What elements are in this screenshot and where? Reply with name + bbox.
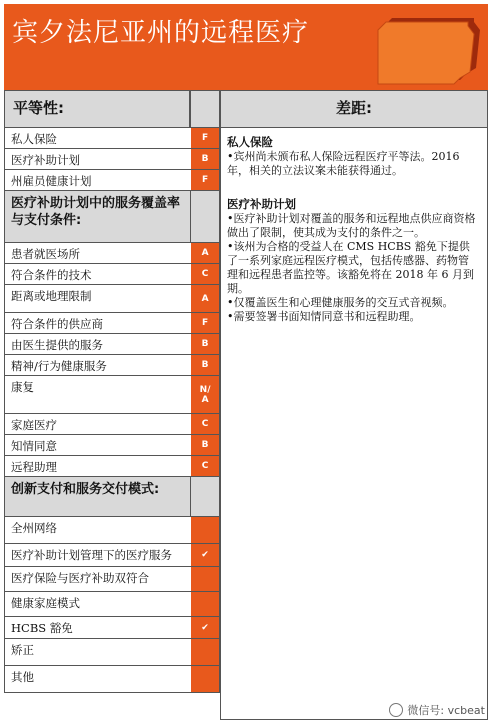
- parity-row: [4, 170, 220, 191]
- grade-badge: [190, 592, 220, 616]
- checkmark-icon: ✔: [190, 544, 220, 566]
- parity-row: [4, 264, 220, 285]
- parity-row: [4, 128, 220, 149]
- wechat-watermark: [389, 702, 485, 718]
- grade-badge: C: [190, 264, 220, 284]
- grade-badge: F: [190, 313, 220, 333]
- parity-row: [4, 456, 220, 477]
- row-label: 远程助理: [11, 460, 57, 474]
- wechat-icon: [389, 703, 403, 717]
- pennsylvania-map-icon: [370, 16, 482, 88]
- section-title: 医疗补助计划中的服务覆盖率与支付条件:: [5, 191, 190, 242]
- grade-badge: A: [190, 285, 220, 312]
- grade-header: [190, 90, 220, 128]
- section-header-row: [4, 191, 220, 243]
- row-label: 州雇员健康计划: [11, 174, 92, 188]
- grade-badge: [190, 567, 220, 591]
- parity-row: [4, 567, 220, 592]
- grade-badge: F: [190, 128, 220, 148]
- parity-row: [4, 517, 220, 544]
- gaps-panel: [220, 128, 488, 720]
- row-label: 符合条件的供应商: [11, 317, 103, 331]
- section-title: 创新支付和服务交付模式:: [5, 477, 190, 516]
- row-label: 由医生提供的服务: [11, 338, 103, 352]
- row-label: 距离或地理限制: [11, 289, 92, 303]
- parity-header: 平等性:: [4, 90, 190, 128]
- section-grade-spacer: [190, 191, 220, 242]
- gap-bullet: •需要签署书面知情同意书和远程助理。: [227, 310, 421, 323]
- grade-badge: [190, 517, 220, 543]
- parity-row: [4, 666, 220, 693]
- row-label: 健康家庭模式: [11, 596, 80, 610]
- watermark-text: 微信号: vcbeat: [407, 704, 485, 717]
- row-label: 医疗保险与医疗补助双符合: [11, 571, 149, 585]
- parity-row: [4, 435, 220, 456]
- parity-row: [4, 285, 220, 313]
- gap-heading-private: 私人保险: [227, 135, 273, 149]
- parity-row: [4, 313, 220, 334]
- row-label: 矫正: [11, 643, 34, 657]
- row-label: 家庭医疗: [11, 418, 57, 432]
- grade-badge: A: [190, 243, 220, 263]
- parity-row: [4, 376, 220, 414]
- gaps-header: 差距:: [220, 90, 488, 128]
- parity-row: [4, 592, 220, 617]
- parity-row: [4, 639, 220, 666]
- grade-badge: C: [190, 456, 220, 476]
- grade-badge: [190, 666, 220, 692]
- grade-badge: B: [190, 334, 220, 354]
- header-banner: [4, 4, 488, 90]
- gap-bullet: •该州为合格的受益人在 CMS HCBS 豁免下提供了一系列家庭远程医疗模式，包括传感器、药物管理和远程患者监控等。该豁免将在 2018 年 6 月到期。: [227, 240, 474, 295]
- row-label: 医疗补助计划管理下的医疗服务: [11, 548, 172, 562]
- section-header-row: [4, 477, 220, 517]
- row-label: 符合条件的技术: [11, 268, 92, 282]
- parity-row: [4, 414, 220, 435]
- parity-row: [4, 149, 220, 170]
- grade-badge: B: [190, 149, 220, 169]
- checkmark-icon: ✔: [190, 617, 220, 638]
- row-label: 康复: [11, 380, 34, 394]
- parity-row: [4, 334, 220, 355]
- row-label: 私人保险: [11, 132, 57, 146]
- grade-badge: N/ A: [190, 376, 220, 413]
- gap-bullet: •仅覆盖医生和心理健康服务的交互式音视频。: [227, 296, 454, 309]
- row-label: 精神/行为健康服务: [11, 359, 107, 373]
- row-label: 知情同意: [11, 439, 57, 453]
- grade-badge: C: [190, 414, 220, 434]
- gap-bullet: •医疗补助计划对覆盖的服务和远程地点供应商资格做出了限制，使其成为支付的条件之一。: [227, 212, 476, 239]
- parity-row: [4, 355, 220, 376]
- parity-row: [4, 617, 220, 639]
- grade-badge: B: [190, 355, 220, 375]
- grade-badge: F: [190, 170, 220, 190]
- gap-bullet: •宾州尚未颁布私人保险远程医疗平等法。2016年，相关的立法议案未能获得通过。: [227, 150, 460, 177]
- row-label: 全州网络: [11, 521, 57, 535]
- parity-row: [4, 544, 220, 567]
- parity-table: [4, 128, 220, 693]
- page-title: 宾夕法尼亚州的远程医疗: [12, 18, 310, 48]
- grade-badge: B: [190, 435, 220, 455]
- row-label: 患者就医场所: [11, 247, 80, 261]
- gap-heading-medicaid: 医疗补助计划: [227, 197, 296, 211]
- section-grade-spacer: [190, 477, 220, 516]
- grade-badge: [190, 639, 220, 665]
- row-label: 其他: [11, 670, 34, 684]
- row-label: HCBS 豁免: [11, 621, 73, 635]
- row-label: 医疗补助计划: [11, 153, 80, 167]
- parity-row: [4, 243, 220, 264]
